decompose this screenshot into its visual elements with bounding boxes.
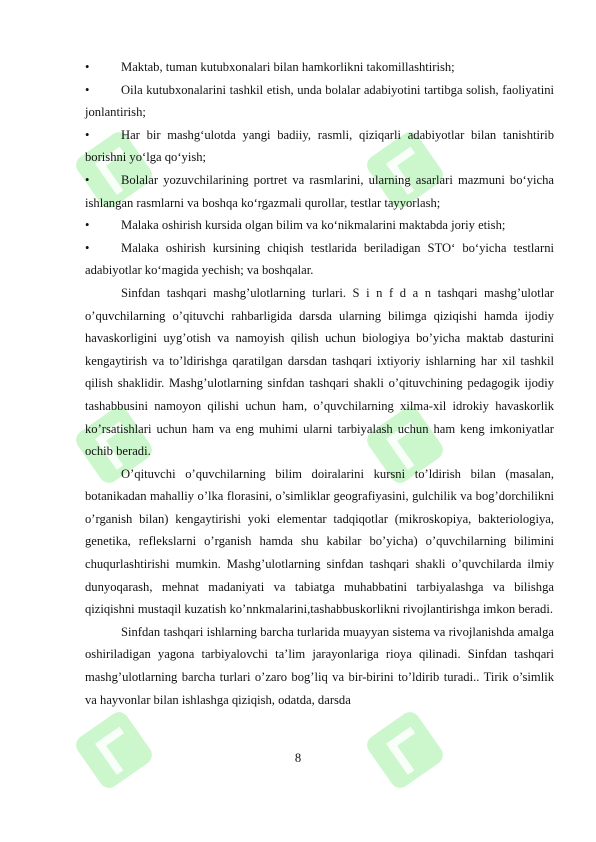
page-number: 8 xyxy=(294,751,302,765)
bullet-marker: • xyxy=(85,60,90,74)
bullet-text: Bolalar yozuvchilarining portret va rasmlarini, ularning asarlari mazmuni bo‘yicha ishlangan rasmlarni va boshqa ko‘rgazmali qurollar, testlar tayyorlash; xyxy=(85,172,554,210)
watermark-logo xyxy=(72,708,156,792)
bullet-text: Har bir mashg‘ulotda yangi badiiy, rasmli, qiziqarli adabiyotlar bilan tanishtirib borishni yo‘lga qo‘yish; xyxy=(85,127,554,165)
bullet-item xyxy=(85,169,554,214)
bullet-marker: • xyxy=(85,240,90,255)
watermark-logo xyxy=(363,708,447,792)
document-body xyxy=(85,56,554,711)
bullet-text: Maktab, tuman kutubxonalari bilan hamkorlikni takomillashtirish; xyxy=(121,60,455,74)
bullet-item xyxy=(85,214,554,237)
bullet-item xyxy=(85,124,554,169)
bullet-marker: • xyxy=(85,218,90,233)
bullet-marker: • xyxy=(85,82,90,97)
bullet-text: Malaka oshirish kursida olgan bilim va ko‘nikmalarini maktabda joriy etish; xyxy=(121,218,506,233)
bullet-item xyxy=(85,79,554,124)
bullet-item xyxy=(85,56,554,79)
bullet-text: Oila kutubxonalarini tashkil etish, unda bolalar adabiyotini tartibga solish, faoliyatini jonlantirish; xyxy=(85,82,554,120)
bullet-marker: • xyxy=(85,127,90,142)
paragraph: Sinfdan tashqari mashg’ulotlarning turlari. S i n f d a n tashqari mashg’ulotlar o’quvchilarning o’qituvchi rahbarligida darsda ularning bilimga qiziqishi hamda ijodiy havaskorligini uyg’otish va namoyish qilish uchun biologiya bo’yicha maktab dasturini kengaytirish va to’ldirishga qaratilgan darsdan tashqari ixtiyoriy ishlarning har xil tashkil qilish shaklidir. Mashg’ulotlarning sinfdan tashqari shakli o’qituvchining pedagogik ijodiy tashabbusini namoyon qilishi uchun ham, o’quvchilarning xilma-xil idrokiy havaskorlik ko’rsatishlari uchun ham va eng muhimi ularni tarbiyalash uchun ham keng imkoniyatlar ochib beradi. xyxy=(85,285,554,459)
bullet-text: Malaka oshirish kursining chiqish testlarida beriladigan STO‘ bo‘yicha testlarni adabiyotlar ko‘magida yechish; va boshqalar. xyxy=(85,240,554,278)
paragraph: O’qituvchi o’quvchilarning bilim doiralarini kursni to’ldirish bilan (masalan, botanikadan mahalliy o’lka florasini, o’simliklar geografiyasini, gulchilik va bog’dorchilikni o’rganish bilan) kengaytirishi yoki elementar tadqiqotlar (mikroskopiya, bakteriologiya, genetika, reflekslarni o’rganish hamda shu kabilar bo’yicha) o’quvchilarning bilimini chuqurlashtirishi mumkin. Mashg’ulotlarning sinfdan tashqari shakli o’quvchilarda ilmiy dunyoqarash, mehnat madaniyati va tabiatga muhabbatini tarbiyalashga va bilishga qiziqishni mustaqil kuzatish ko’nnkmalarini,tashabbuskorlikni rivojlantirishga imkon beradi. xyxy=(85,466,554,617)
paragraph: Sinfdan tashqari ishlarning barcha turlarida muayyan sistema va rivojlanishda amalga oshiriladigan yagona tarbiyalovchi ta’lim jarayonlariga rioya qilinadi. Sinfdan tashqari mashg’ulotlarning barcha turlari o’zaro bog’liq va bir-birini to’ldirib turadi.. Tirik o’simlik va hayvonlar bilan ishlashga qiziqish, odatda, darsda xyxy=(85,624,554,707)
bullet-marker: • xyxy=(85,172,90,187)
bullet-item xyxy=(85,237,554,282)
